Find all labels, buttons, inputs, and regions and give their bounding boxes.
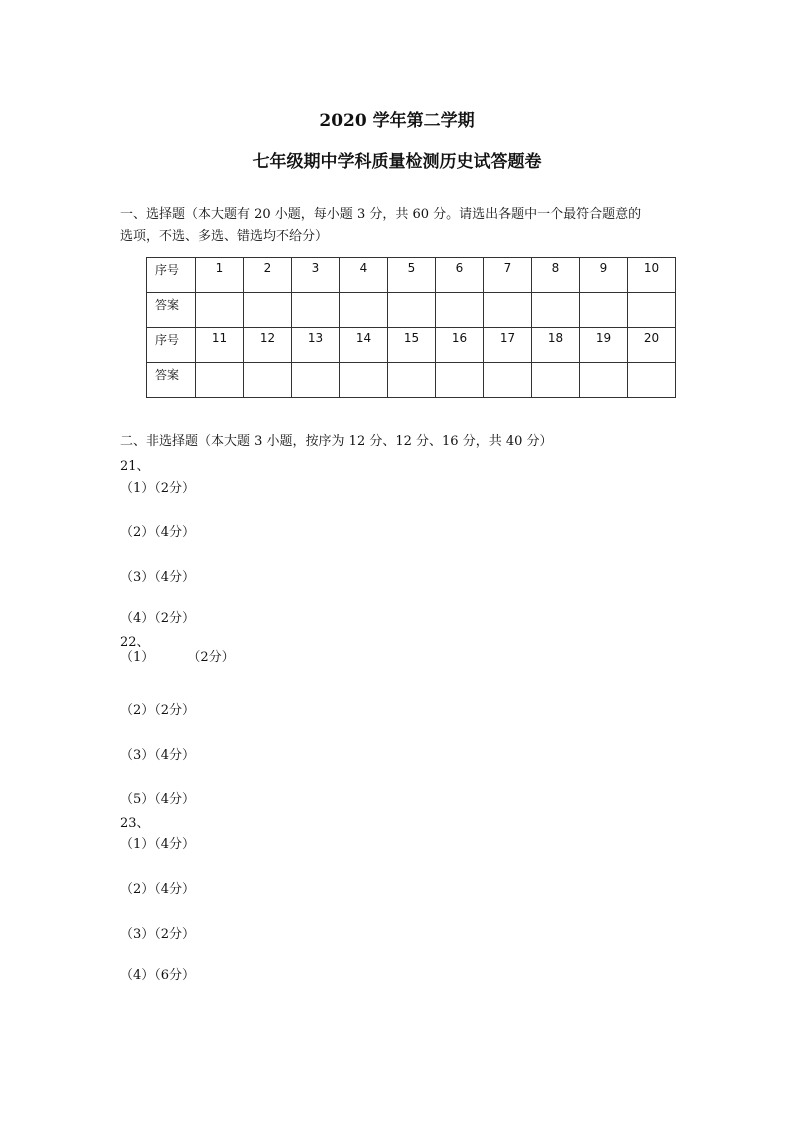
q21-item[interactable]: （1）（2分） — [120, 481, 196, 496]
q23-item[interactable]: （4）（6分） — [120, 968, 196, 983]
q21-item[interactable]: （4）（2分） — [120, 611, 196, 626]
q22-item[interactable]: （1） （2分） — [120, 650, 235, 665]
question-number: 18 — [532, 328, 580, 363]
question-number: 12 — [244, 328, 292, 363]
question-number: 13 — [292, 328, 340, 363]
row-label: 序号 — [147, 258, 196, 293]
q22-item[interactable]: （2）（2分） — [120, 703, 196, 718]
answer-cell[interactable] — [340, 363, 388, 398]
q21-item[interactable]: （3）（4分） — [120, 570, 196, 585]
section1-line2: 选项，不选、多选、错选均不给分） — [120, 229, 329, 244]
question-number: 1 — [196, 258, 244, 293]
question-number: 20 — [628, 328, 676, 363]
question-number: 3 — [292, 258, 340, 293]
answer-cell[interactable] — [532, 363, 580, 398]
section1-instructions — [120, 204, 690, 248]
row-label: 序号 — [147, 328, 196, 363]
answer-cell[interactable] — [484, 293, 532, 328]
answer-cell[interactable] — [292, 293, 340, 328]
q21-label: 21、 — [120, 459, 150, 474]
answer-grid — [146, 257, 676, 398]
question-number: 19 — [580, 328, 628, 363]
answer-cell[interactable] — [388, 293, 436, 328]
answer-cell[interactable] — [436, 363, 484, 398]
answer-cell[interactable] — [532, 293, 580, 328]
answer-cell[interactable] — [196, 363, 244, 398]
answer-cell[interactable] — [388, 363, 436, 398]
answer-cell[interactable] — [244, 363, 292, 398]
number-row-2 — [147, 328, 676, 363]
exam-paper-title: 七年级期中学科质量检测历史试答题卷 — [252, 152, 542, 172]
number-row-1 — [147, 258, 676, 293]
question-number: 8 — [532, 258, 580, 293]
answer-label: 答案 — [147, 293, 196, 328]
q21-item[interactable]: （2）（4分） — [120, 525, 196, 540]
question-number: 7 — [484, 258, 532, 293]
question-number: 4 — [340, 258, 388, 293]
answer-cell[interactable] — [580, 293, 628, 328]
answer-cell[interactable] — [436, 293, 484, 328]
question-number: 5 — [388, 258, 436, 293]
question-number: 16 — [436, 328, 484, 363]
question-number: 6 — [436, 258, 484, 293]
answer-cell[interactable] — [292, 363, 340, 398]
answer-cell[interactable] — [244, 293, 292, 328]
section2-title: 二、非选择题（本大题 3 小题，按序为 12 分、12 分、16 分，共 40 分） — [120, 434, 553, 449]
answer-cell[interactable] — [628, 363, 676, 398]
q23-item[interactable]: （2）（4分） — [120, 882, 196, 897]
answer-label: 答案 — [147, 363, 196, 398]
q22-item[interactable]: （5）（4分） — [120, 792, 196, 807]
answer-row-2 — [147, 363, 676, 398]
exam-term-title: 2020 学年第二学期 — [319, 111, 475, 131]
answer-cell[interactable] — [340, 293, 388, 328]
answer-cell[interactable] — [580, 363, 628, 398]
answer-row-1 — [147, 293, 676, 328]
q22-label: 22、 — [120, 635, 150, 650]
q22-item[interactable]: （3）（4分） — [120, 748, 196, 763]
question-number: 2 — [244, 258, 292, 293]
question-number: 17 — [484, 328, 532, 363]
question-number: 15 — [388, 328, 436, 363]
q23-label: 23、 — [120, 816, 150, 831]
q23-item[interactable]: （3）（2分） — [120, 927, 196, 942]
answer-cell[interactable] — [196, 293, 244, 328]
question-number: 10 — [628, 258, 676, 293]
q23-item[interactable]: （1）（4分） — [120, 837, 196, 852]
answer-cell[interactable] — [484, 363, 532, 398]
section1-line1: 一、选择题（本大题有 20 小题，每小题 3 分，共 60 分。请选出各题中一个最符合题意的 — [120, 207, 642, 222]
question-number: 14 — [340, 328, 388, 363]
question-number: 11 — [196, 328, 244, 363]
answer-cell[interactable] — [628, 293, 676, 328]
question-number: 9 — [580, 258, 628, 293]
